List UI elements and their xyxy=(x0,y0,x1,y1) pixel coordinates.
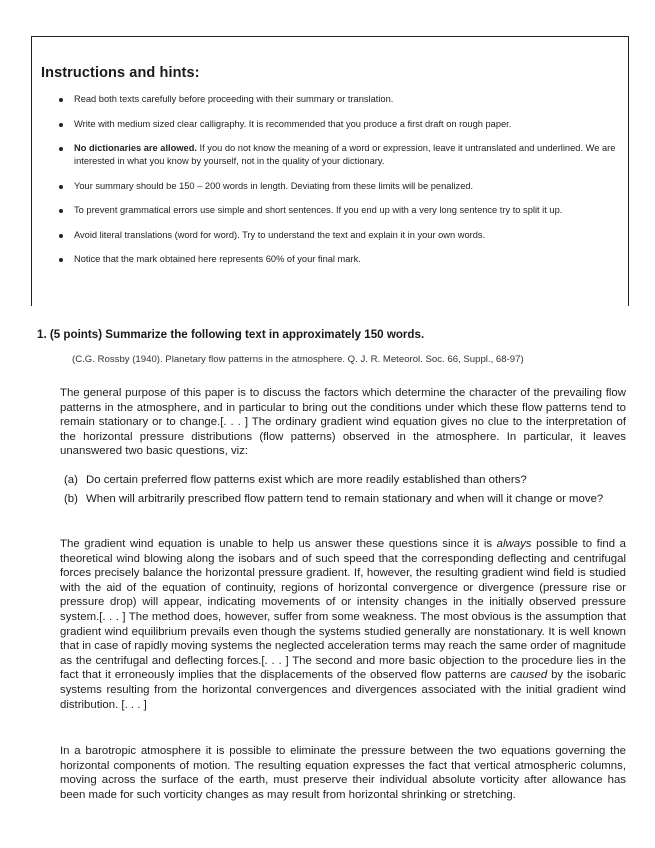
p2-part: The gradient wind equation is unable to help us answer these questions since it is xyxy=(60,538,497,550)
list-item xyxy=(64,492,626,507)
hint-text: If you do not know the meaning of a word or expression, leave it untranslated and underlined. We are interested in what you know by yourself, not in the quality of your dictionary. xyxy=(74,143,616,166)
hint-item xyxy=(54,118,624,131)
hint-text: Avoid literal translations (word for word). Try to understand the text and explain it in your own words. xyxy=(74,229,486,240)
instructions-title: Instructions and hints: xyxy=(41,65,200,81)
hint-text: Write with medium sized clear calligraphy. It is recommended that you produce a first draft on rough paper. xyxy=(74,118,512,129)
question-heading: 1. (5 points) Summarize the following text in approximately 150 words. xyxy=(37,328,425,341)
paragraph-1: The general purpose of this paper is to discuss the factors which determine the character of the prevailing flow patterns in the atmosphere, and in particular to bring out the conditions under which these flow patterns tend to remain stationary or to change.[. . . ] The ordinary gradient wind equation gives no clue to the interpretation of the horizontal pressure distributions (flow patterns) observed in the atmosphere. In particular, it leaves unanswered two basic questions, viz: xyxy=(60,387,626,458)
hint-item xyxy=(54,142,624,168)
hint-item xyxy=(54,180,624,193)
instructions-box xyxy=(31,36,629,306)
list-label: (b) xyxy=(64,492,78,505)
paragraph-2 xyxy=(60,537,626,712)
list-text: When will arbitrarily prescribed flow pattern tend to remain stationary and when will it change or move? xyxy=(86,492,604,505)
hint-item xyxy=(54,93,624,106)
hints-list xyxy=(54,93,624,278)
hint-item xyxy=(54,253,624,266)
p2-part: possible to find a theoretical wind blowing along the isobars and of such speed that the corresponding deflecting and centrifugal forces precisely balance the horizontal pressure gradient. If, however, the resulting gradient wind field is studied with the aid of the equation of continuity, regions of horizontal convergence or divergence (pressure rise or pressure drop) will appear, indicating movements of or intensity changes in the initially observed pressure system.[. . . ] The method does, however, suffer from some weakness. The most obvious is the assumption that gradient wind equilibrium prevails even though the systems studied generally are nonstationary. It is well known that in case of rapidly moving systems the neglected acceleration terms may reach the same order of magnitude as the centrifugal and deflecting forces.[. . . ] The second and more basic objection to the procedure lies in the fact that it erroneously implies that the displacements of the observed flow patterns are xyxy=(60,538,626,682)
hint-text: Your summary should be 150 – 200 words in length. Deviating from these limits will be penalized. xyxy=(74,180,474,191)
hint-bold: No dictionaries are allowed. xyxy=(74,143,197,153)
paragraph-3: In a barotropic atmosphere it is possible to eliminate the pressure between the two equations governing the horizontal components of motion. The resulting equation expresses the fact that vertical atmospheric columns, moving across the surface of the earth, must preserve their individual absolute vorticity after allowance has been made for such vorticity changes as may result from horizontal shrinking or stretching. xyxy=(60,745,626,801)
list-item xyxy=(64,473,626,488)
p2-part: by the isobaric systems resulting from the horizontal convergences and divergences associated with the initial gradient wind distribution. [. . . ] xyxy=(60,669,626,711)
list-text: Do certain preferred flow patterns exist which are more readily established than others? xyxy=(86,474,527,486)
p2-emphasis-caused: caused xyxy=(510,669,548,682)
hint-text: Read both texts carefully before proceeding with their summary or translation. xyxy=(74,94,394,104)
hint-item xyxy=(54,204,624,217)
hint-item xyxy=(54,229,624,242)
citation: (C.G. Rossby (1940). Planetary flow patterns in the atmosphere. Q. J. R. Meteorol. Soc. 66, Suppl., 68-97) xyxy=(72,354,524,365)
p2-emphasis-always: always xyxy=(496,538,532,550)
list-label: (a) xyxy=(64,474,78,486)
hint-text: To prevent grammatical errors use simple and short sentences. If you end up with a very long sentence try to split it up. xyxy=(74,205,563,215)
hint-text: Notice that the mark obtained here represents 60% of your final mark. xyxy=(74,254,361,264)
question-list xyxy=(64,473,626,510)
